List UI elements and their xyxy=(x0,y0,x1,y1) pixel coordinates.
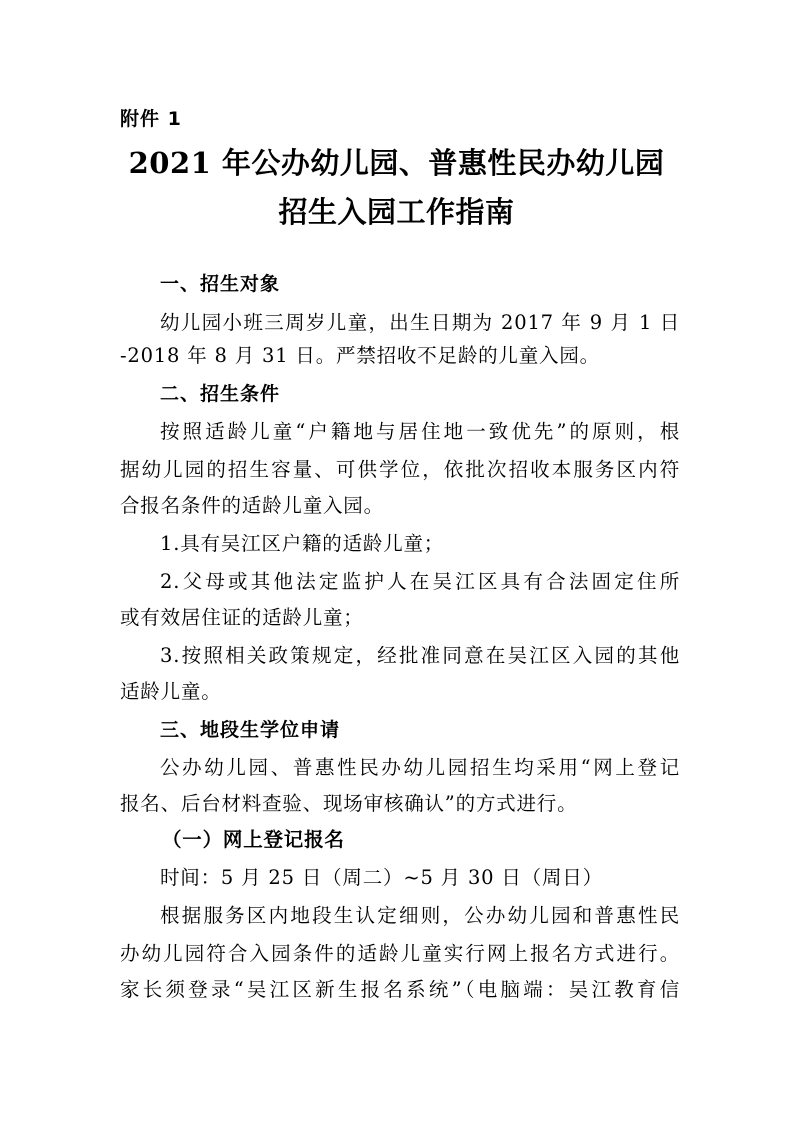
section-heading-school-place-application: 三、地段生学位申请 xyxy=(160,719,341,741)
list-item-continuation: 适龄儿童。 xyxy=(120,680,222,703)
paragraph-line: 合报名条件的适龄儿童入园。 xyxy=(120,494,384,517)
paragraph-line: 按照适龄儿童“户籍地与居住地一致优先”的原则，根 xyxy=(160,420,680,443)
document-title-line-2: 招生入园工作指南 xyxy=(278,195,515,229)
paragraph-line: 据幼儿园的招生容量、可供学位，依批次招收本服务区内符 xyxy=(120,458,680,481)
list-item-continuation: 或有效居住证的适龄儿童； xyxy=(120,606,364,629)
paragraph-line: 根据服务区内地段生认定细则，公办幼儿园和普惠性民 xyxy=(160,904,680,927)
section-heading-enrollment-conditions: 二、招生条件 xyxy=(160,383,281,405)
registration-time: 时间：5 月 25 日（周二）~5 月 30 日（周日） xyxy=(160,866,603,889)
attachment-label: 附件 1 xyxy=(120,108,182,130)
list-item: 3.按照相关政策规定，经批准同意在吴江区入园的其他 xyxy=(160,644,680,667)
subsection-heading-online-registration: （一）网上登记报名 xyxy=(162,828,345,851)
list-item: 2.父母或其他法定监护人在吴江区具有合法固定住所 xyxy=(160,570,680,593)
section-heading-enrollment-target: 一、招生对象 xyxy=(160,273,281,295)
paragraph-line: 家长须登录“吴江区新生报名系统”（电脑端：吴江教育信 xyxy=(120,978,680,1001)
document-title-line-1: 2021 年公办幼儿园、普惠性民办幼儿园 xyxy=(128,146,665,180)
list-item: 1.具有吴江区户籍的适龄儿童； xyxy=(160,532,445,555)
paragraph-line: 幼儿园小班三周岁儿童，出生日期为 2017 年 9 月 1 日 xyxy=(160,311,680,334)
paragraph-line: 公办幼儿园、普惠性民办幼儿园招生均采用“网上登记 xyxy=(160,756,680,779)
paragraph-line: 报名、后台材料查验、现场审核确认”的方式进行。 xyxy=(120,792,578,815)
paragraph-line: 办幼儿园符合入园条件的适龄儿童实行网上报名方式进行。 xyxy=(120,942,680,965)
paragraph-line: -2018 年 8 月 31 日。严禁招收不足龄的儿童入园。 xyxy=(120,344,600,367)
